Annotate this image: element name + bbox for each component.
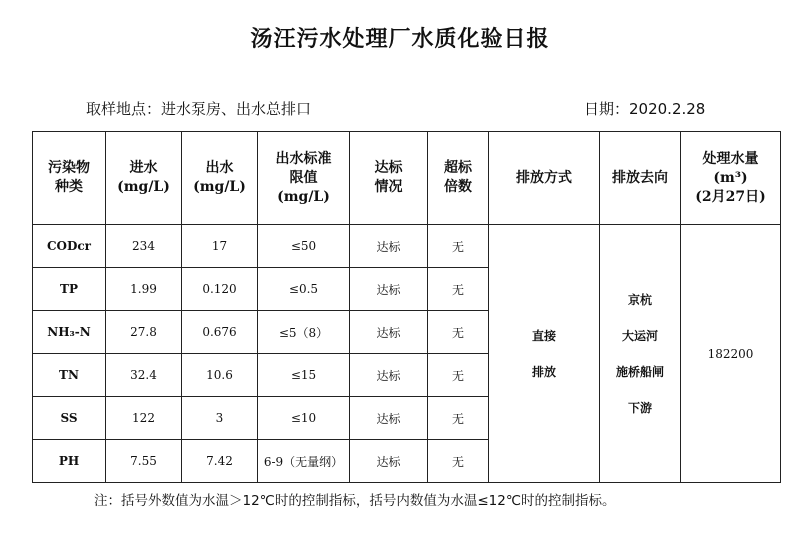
header-outflow: 出水 (mg/L) xyxy=(182,132,258,225)
outflow-cell: 0.676 xyxy=(182,311,258,354)
param-cell: TN xyxy=(33,354,106,397)
status-cell: 达标 xyxy=(350,354,428,397)
limit-cell: 6-9（无量纲） xyxy=(258,440,350,483)
param-cell: TP xyxy=(33,268,106,311)
inflow-cell: 32.4 xyxy=(106,354,182,397)
inflow-cell: 7.55 xyxy=(106,440,182,483)
header-volume: 处理水量 (m³) (2月27日) xyxy=(681,132,781,225)
footnote: 注：括号外数值为水温＞12℃时的控制指标，括号内数值为水温≤12℃时的控制指标。 xyxy=(94,493,616,509)
status-cell: 达标 xyxy=(350,440,428,483)
limit-cell: ≤50 xyxy=(258,225,350,268)
header-discharge-method: 排放方式 xyxy=(489,132,600,225)
header-limit: 出水标准 限值 (mg/L) xyxy=(258,132,350,225)
limit-cell: ≤5（8） xyxy=(258,311,350,354)
exceed-cell: 无 xyxy=(428,397,489,440)
header-inflow: 进水 (mg/L) xyxy=(106,132,182,225)
inflow-cell: 27.8 xyxy=(106,311,182,354)
status-cell: 达标 xyxy=(350,311,428,354)
outflow-cell: 7.42 xyxy=(182,440,258,483)
inflow-cell: 122 xyxy=(106,397,182,440)
param-cell: PH xyxy=(33,440,106,483)
discharge-method-cell: 直接 排放 xyxy=(489,225,600,483)
inflow-cell: 1.99 xyxy=(106,268,182,311)
status-cell: 达标 xyxy=(350,225,428,268)
status-cell: 达标 xyxy=(350,268,428,311)
outflow-cell: 3 xyxy=(182,397,258,440)
outflow-cell: 10.6 xyxy=(182,354,258,397)
limit-cell: ≤15 xyxy=(258,354,350,397)
inflow-cell: 234 xyxy=(106,225,182,268)
volume-cell: 182200 xyxy=(681,225,781,483)
outflow-cell: 17 xyxy=(182,225,258,268)
status-cell: 达标 xyxy=(350,397,428,440)
table-row xyxy=(33,225,781,268)
header-status: 达标 情况 xyxy=(350,132,428,225)
exceed-cell: 无 xyxy=(428,311,489,354)
exceed-cell: 无 xyxy=(428,354,489,397)
limit-cell: ≤0.5 xyxy=(258,268,350,311)
header-pollutant: 污染物 种类 xyxy=(33,132,106,225)
header-discharge-dest: 排放去向 xyxy=(600,132,681,225)
exceed-cell: 无 xyxy=(428,268,489,311)
header-row xyxy=(33,132,781,225)
report-title: 汤汪污水处理厂水质化验日报 xyxy=(250,27,550,52)
sampling-location: 取样地点：进水泵房、出水总排口 xyxy=(86,100,312,118)
param-cell: NH₃-N xyxy=(33,311,106,354)
exceed-cell: 无 xyxy=(428,225,489,268)
param-cell: SS xyxy=(33,397,106,440)
water-quality-table xyxy=(32,131,781,483)
limit-cell: ≤10 xyxy=(258,397,350,440)
discharge-dest-cell: 京杭 大运河 施桥船闸 下游 xyxy=(600,225,681,483)
exceed-cell: 无 xyxy=(428,440,489,483)
header-exceed: 超标 倍数 xyxy=(428,132,489,225)
report-date: 日期：2020.2.28 xyxy=(584,100,706,118)
outflow-cell: 0.120 xyxy=(182,268,258,311)
param-cell: CODcr xyxy=(33,225,106,268)
